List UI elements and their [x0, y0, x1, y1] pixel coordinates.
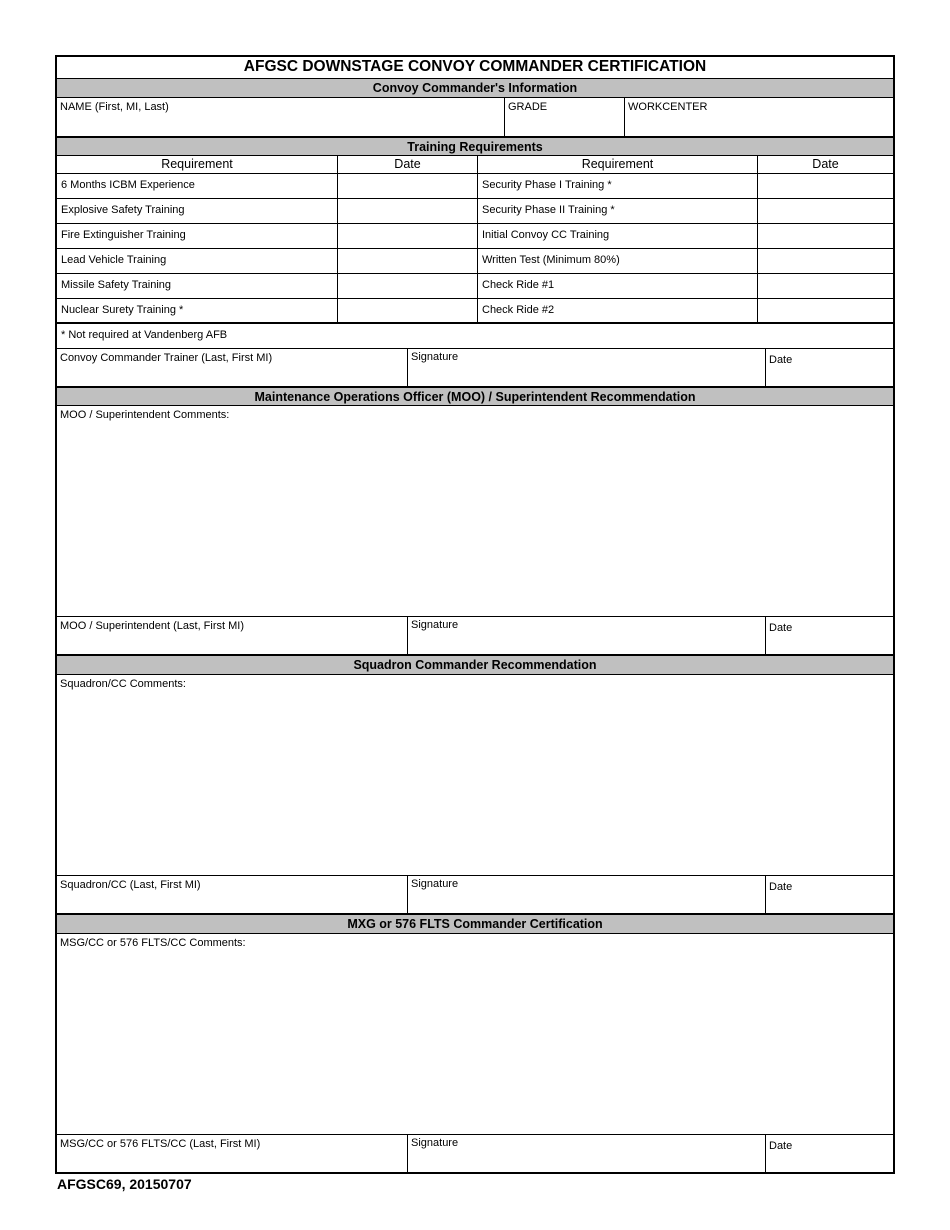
- requirement-date-field[interactable]: [337, 274, 477, 298]
- training-row: [57, 299, 893, 324]
- form-title-row: [57, 57, 893, 79]
- training-row: [57, 249, 893, 274]
- requirement-label: Initial Convoy CC Training: [477, 224, 757, 248]
- trainer-signature-field[interactable]: [407, 349, 765, 386]
- info-row: [57, 98, 893, 138]
- trainer-name-label: Convoy Commander Trainer (Last, First MI): [60, 352, 273, 364]
- squadron-name-label: Squadron/CC (Last, First MI): [60, 879, 201, 891]
- requirement-date-field[interactable]: [757, 174, 893, 198]
- requirement-date-field[interactable]: [757, 274, 893, 298]
- training-row: [57, 274, 893, 299]
- mxg-name-field[interactable]: [57, 1135, 407, 1172]
- moo-comments-label: MOO / Superintendent Comments:: [60, 409, 230, 421]
- squadron-section-header: Squadron Commander Recommendation: [57, 656, 893, 675]
- training-section-header: Training Requirements: [57, 138, 893, 156]
- col-requirement-right: Requirement: [477, 156, 757, 173]
- squadron-comments-label: Squadron/CC Comments:: [60, 678, 186, 690]
- mxg-section-header: MXG or 576 FLTS Commander Certification: [57, 915, 893, 934]
- moo-signature-field[interactable]: [407, 617, 765, 654]
- moo-comments-field[interactable]: [57, 406, 893, 617]
- col-date-right: Date: [757, 156, 893, 173]
- squadron-comments-field[interactable]: [57, 675, 893, 876]
- date-label: Date: [769, 881, 793, 893]
- col-date-left: Date: [337, 156, 477, 173]
- requirement-date-field[interactable]: [757, 199, 893, 223]
- mxg-signature-field[interactable]: [407, 1135, 765, 1172]
- trainer-name-field[interactable]: [57, 349, 407, 386]
- date-label: Date: [769, 1140, 793, 1152]
- mxg-comments-label: MSG/CC or 576 FLTS/CC Comments:: [60, 937, 246, 949]
- moo-name-field[interactable]: [57, 617, 407, 654]
- info-section-header: Convoy Commander's Information: [57, 79, 893, 98]
- requirement-date-field[interactable]: [337, 174, 477, 198]
- requirement-label: Missile Safety Training: [61, 279, 172, 291]
- requirement-label: 6 Months ICBM Experience: [61, 179, 195, 191]
- requirement-label: Security Phase I Training *: [477, 174, 757, 198]
- form-number: AFGSC69, 20150707: [57, 1176, 192, 1192]
- col-requirement-left: Requirement: [161, 157, 233, 171]
- training-column-headers: [57, 156, 893, 174]
- certification-form: [55, 55, 895, 1174]
- requirement-label: Nuclear Surety Training *: [61, 304, 184, 316]
- date-label: Date: [769, 354, 793, 366]
- training-note: * Not required at Vandenberg AFB: [61, 329, 228, 341]
- moo-signature-row: [57, 617, 893, 656]
- grade-field[interactable]: [504, 98, 624, 136]
- training-row: [57, 174, 893, 199]
- requirement-label: Fire Extinguisher Training: [61, 229, 186, 241]
- mxg-comments-field[interactable]: [57, 934, 893, 1135]
- squadron-name-field[interactable]: [57, 876, 407, 913]
- signature-label: Signature: [411, 1137, 459, 1149]
- requirement-date-field[interactable]: [337, 199, 477, 223]
- requirement-label: Lead Vehicle Training: [61, 254, 167, 266]
- name-label: NAME (First, MI, Last): [60, 101, 169, 113]
- requirement-date-field[interactable]: [757, 224, 893, 248]
- date-label: Date: [769, 622, 793, 634]
- requirement-date-field[interactable]: [337, 299, 477, 322]
- requirement-date-field[interactable]: [757, 249, 893, 273]
- training-row: [57, 199, 893, 224]
- moo-section-header: Maintenance Operations Officer (MOO) / Superintendent Recommendation: [57, 388, 893, 406]
- requirement-date-field[interactable]: [337, 224, 477, 248]
- squadron-signature-field[interactable]: [407, 876, 765, 913]
- mxg-signature-row: [57, 1135, 893, 1172]
- moo-name-label: MOO / Superintendent (Last, First MI): [60, 620, 245, 632]
- trainer-date-field[interactable]: [765, 349, 893, 386]
- signature-label: Signature: [411, 351, 459, 363]
- mxg-name-label: MSG/CC or 576 FLTS/CC (Last, First MI): [60, 1138, 261, 1150]
- requirement-label: Check Ride #1: [477, 274, 757, 298]
- requirement-label: Written Test (Minimum 80%): [477, 249, 757, 273]
- signature-label: Signature: [411, 878, 459, 890]
- squadron-signature-row: [57, 876, 893, 915]
- requirement-label: Check Ride #2: [477, 299, 757, 322]
- mxg-date-field[interactable]: [765, 1135, 893, 1172]
- requirement-date-field[interactable]: [337, 249, 477, 273]
- squadron-date-field[interactable]: [765, 876, 893, 913]
- training-row: [57, 224, 893, 249]
- requirement-date-field[interactable]: [757, 299, 893, 322]
- workcenter-field[interactable]: [624, 98, 893, 136]
- trainer-signature-row: [57, 349, 893, 388]
- requirement-label: Explosive Safety Training: [61, 204, 185, 216]
- moo-date-field[interactable]: [765, 617, 893, 654]
- name-field[interactable]: [57, 98, 504, 136]
- requirement-label: Security Phase II Training *: [477, 199, 757, 223]
- workcenter-label: WORKCENTER: [628, 101, 708, 113]
- training-note-row: [57, 324, 893, 349]
- signature-label: Signature: [411, 619, 459, 631]
- form-title: AFGSC DOWNSTAGE CONVOY COMMANDER CERTIFICATION: [243, 58, 707, 75]
- grade-label: GRADE: [508, 101, 548, 113]
